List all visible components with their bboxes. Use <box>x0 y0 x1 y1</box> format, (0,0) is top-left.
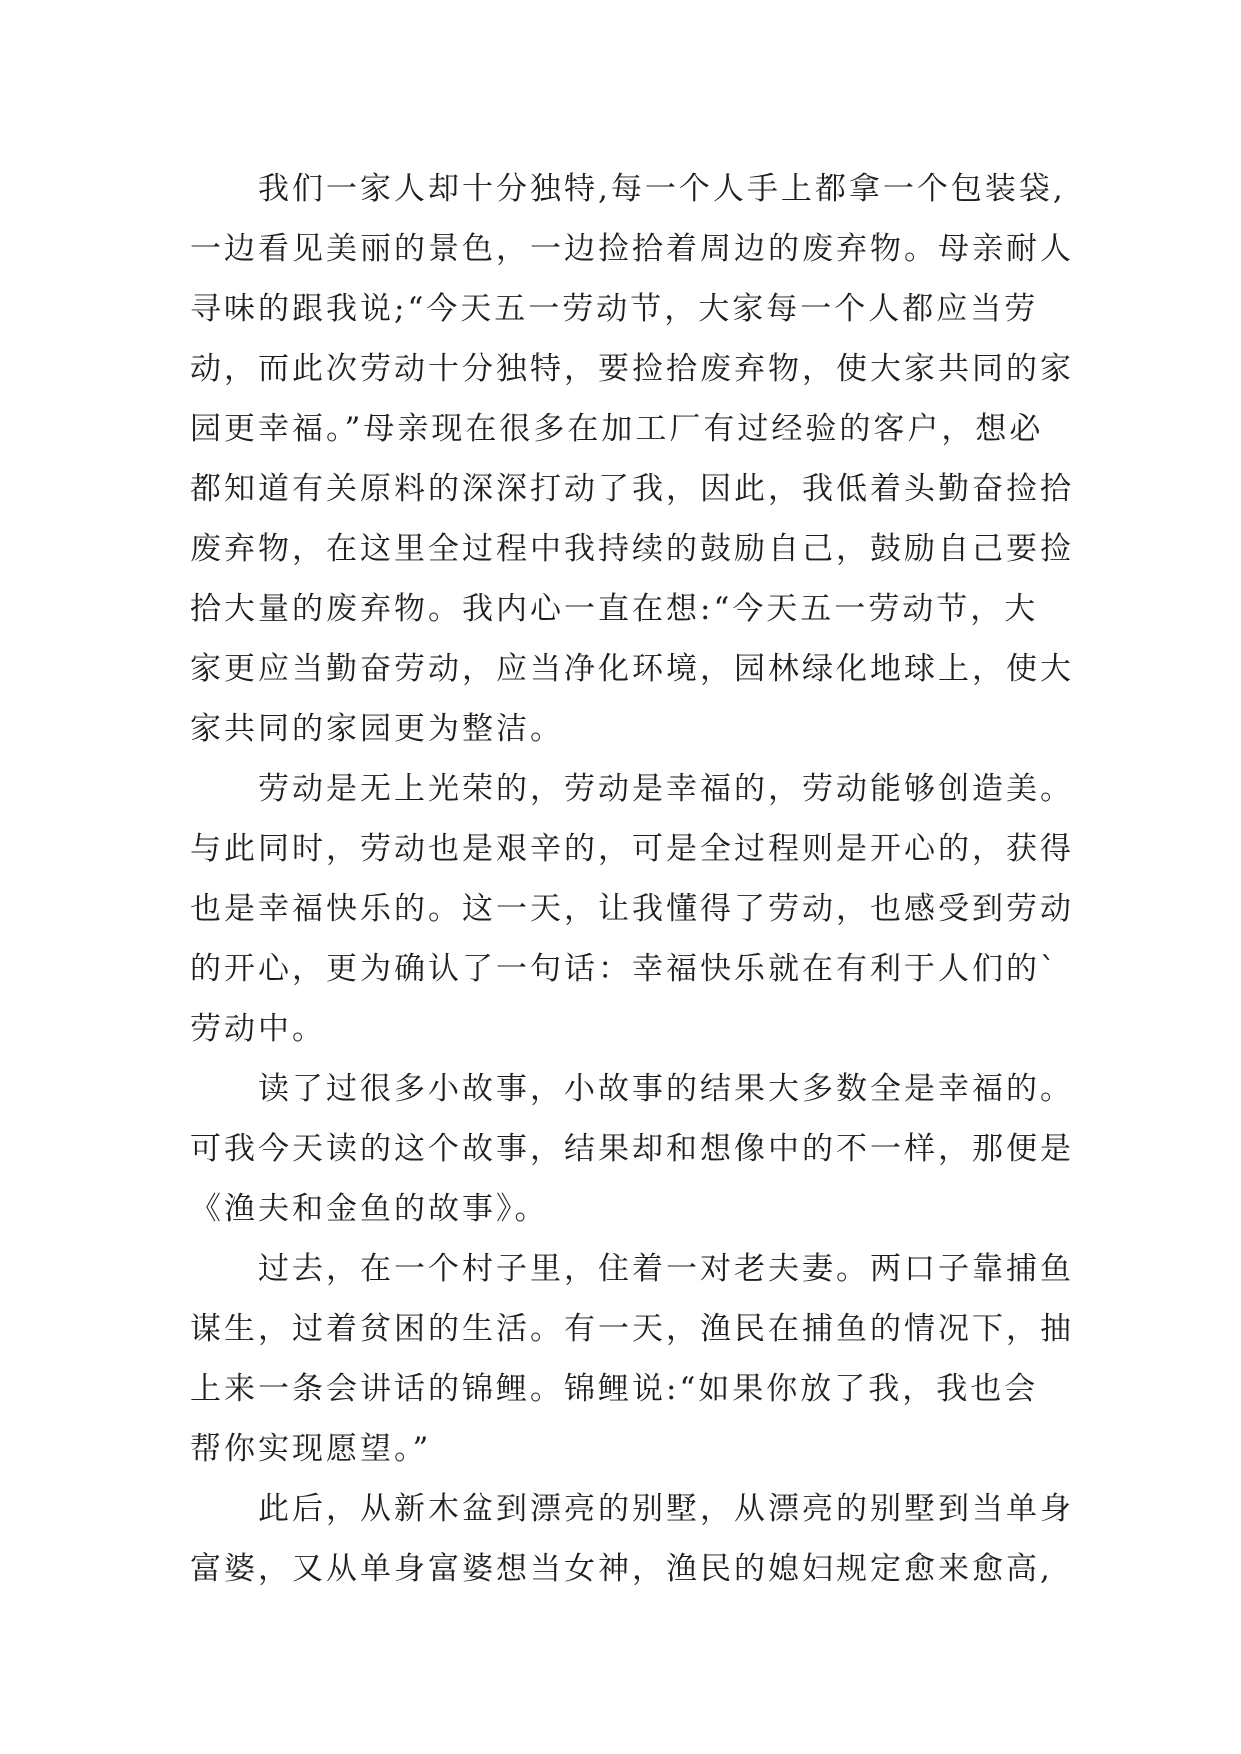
text-line: 《渔夫和金鱼的故事》。 <box>190 1191 549 1227</box>
text-line: 都知道有关原料的深深打动了我，因此，我低着头勤奋捡拾 <box>190 471 1074 507</box>
text-line: 可我今天读的这个故事，结果却和想像中的不一样，那便是 <box>190 1131 1074 1167</box>
text-line: 一边看见美丽的景色，一边捡拾着周边的废弃物。母亲耐人 <box>190 231 1074 267</box>
paragraph <box>190 159 1074 759</box>
text-line: 家更应当勤奋劳动，应当净化环境，园林绿化地球上，使大 <box>190 651 1074 687</box>
text-line: 动，而此次劳动十分独特，要捡拾废弃物，使大家共同的家 <box>190 351 1074 387</box>
text-line: 读了过很多小故事，小故事的结果大多数全是幸福的。 <box>258 1071 1074 1107</box>
text-line: 劳动是无上光荣的，劳动是幸福的，劳动能够创造美。 <box>258 771 1074 807</box>
paragraph <box>190 1059 1074 1239</box>
text-line: 拾大量的废弃物。我内心一直在想:“今天五一劳动节，大 <box>190 591 1039 627</box>
paragraph <box>190 759 1074 1059</box>
text-line: 我们一家人却十分独特,每一个人手上都拿一个包装袋, <box>258 171 1066 207</box>
text-line: 的开心，更为确认了一句话：幸福快乐就在有利于人们的` <box>190 951 1059 987</box>
paragraph <box>190 1239 1074 1479</box>
text-line: 此后，从新木盆到漂亮的别墅，从漂亮的别墅到当单身 <box>258 1491 1074 1527</box>
text-line: 废弃物，在这里全过程中我持续的鼓励自己，鼓励自己要捡 <box>190 531 1074 567</box>
text-line: 帮你实现愿望。” <box>190 1431 432 1467</box>
text-line: 富婆，又从单身富婆想当女神，渔民的媳妇规定愈来愈高, <box>190 1551 1053 1587</box>
text-line: 劳动中。 <box>190 1011 326 1047</box>
document-body <box>190 159 1074 1599</box>
text-line: 园更幸福。”母亲现在很多在加工厂有过经验的客户，想必 <box>190 411 1044 447</box>
text-line: 与此同时，劳动也是艰辛的，可是全过程则是开心的，获得 <box>190 831 1074 867</box>
text-line: 谋生，过着贫困的生活。有一天，渔民在捕鱼的情况下，抽 <box>190 1311 1074 1347</box>
text-line: 上来一条会讲话的锦鲤。锦鲤说:“如果你放了我，我也会 <box>190 1371 1039 1407</box>
text-line: 寻味的跟我说;“今天五一劳动节，大家每一个人都应当劳 <box>190 291 1039 327</box>
paragraph <box>190 1479 1074 1599</box>
text-line: 也是幸福快乐的。这一天，让我懂得了劳动，也感受到劳动 <box>190 891 1074 927</box>
text-line: 过去，在一个村子里，住着一对老夫妻。两口子靠捕鱼 <box>258 1251 1074 1287</box>
text-line: 家共同的家园更为整洁。 <box>190 711 564 747</box>
